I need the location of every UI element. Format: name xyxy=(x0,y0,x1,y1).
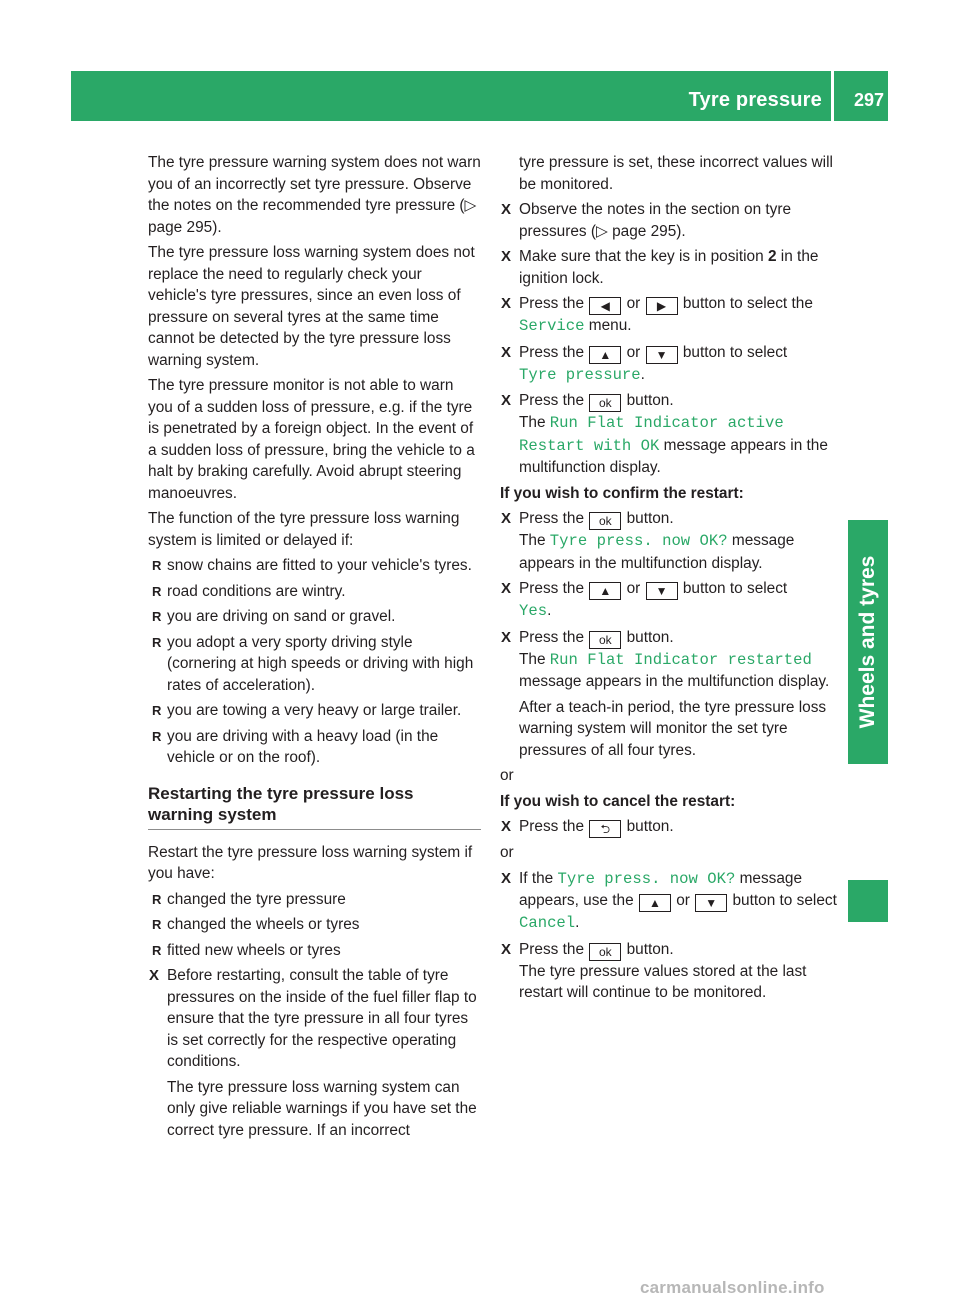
ok-key-icon: ok xyxy=(589,394,621,412)
list-item: R you are driving with a heavy load (in the vehicle or on the roof). xyxy=(152,727,439,766)
bullet-mark: R xyxy=(152,634,162,650)
paragraph: tyre pressure is set, these incorrect values will be monitored. xyxy=(519,154,833,193)
page-number: 297 xyxy=(853,90,884,110)
list-item: R changed the tyre pressure xyxy=(148,889,481,911)
connector-text: or xyxy=(500,844,514,861)
instruction-step: X Press the ok button. The Tyre press. now OK? message appears in the multifunction display. xyxy=(501,510,795,572)
header-separator xyxy=(831,71,834,121)
bullet-mark: R xyxy=(152,703,162,718)
list-item: R snow chains are fitted to your vehicle's tyres. xyxy=(148,555,481,577)
bullet-mark: R xyxy=(152,891,162,907)
header-title: Tyre pressure xyxy=(688,89,822,111)
list-item: R fitted new wheels or tyres xyxy=(148,940,481,962)
subheading: If you wish to cancel the restart: xyxy=(500,792,736,810)
step-arrow-icon: X xyxy=(501,201,512,218)
display-text: Run Flat Indicator restarted xyxy=(549,650,812,669)
instruction-step: X Before restarting, consult the table of tyre pressures on the inside of the fuel filler flap to ensure that the tyre pressure in all four tyres is set correctly for the respective operating conditions. The tyre pressure loss warning system can only give reliable warnings if you have set the correct tyre pressure. If an incorrect xyxy=(149,967,477,1139)
up-arrow-key-icon: ▲ xyxy=(589,346,621,364)
up-arrow-key-icon: ▲ xyxy=(639,894,671,912)
list-item: R you are driving on sand or gravel. xyxy=(148,606,481,628)
bullet-mark: R xyxy=(152,917,162,932)
list-item: R you are towing a very heavy or large trailer. xyxy=(148,700,481,722)
down-arrow-key-icon: ▼ xyxy=(646,582,678,600)
paragraph: The tyre pressure warning system does not warn you of an incorrectly set tyre pressure. Observe the notes on the recommended tyre pressure (▷ page 295). xyxy=(148,154,481,236)
list-item: R you adopt a very sporty driving style (cornering at high speeds or driving with high rates of acceleration). xyxy=(152,633,474,694)
bullet-mark: R xyxy=(152,728,162,744)
section-heading: Restarting the tyre pressure loss warning system xyxy=(148,783,481,830)
step-arrow-icon: X xyxy=(501,580,512,597)
ok-key-icon: ok xyxy=(589,512,621,530)
down-arrow-key-icon: ▼ xyxy=(646,346,678,364)
right-column xyxy=(500,152,838,1008)
step-arrow-icon: X xyxy=(501,869,512,887)
instruction-step: X Make sure that the key is in position 2 in the ignition lock. xyxy=(501,248,819,287)
bullet-mark: R xyxy=(152,942,162,958)
instruction-step: X Press the ⮌ button. xyxy=(501,818,674,836)
subheading: If you wish to confirm the restart: xyxy=(500,484,744,502)
back-key-icon: ⮌ xyxy=(589,820,621,838)
step-arrow-icon: X xyxy=(501,818,512,835)
display-text: Yes xyxy=(519,602,548,620)
paragraph: The tyre pressure loss warning system does not replace the need to regularly check your vehicle's tyre pressures, since an even loss of pressure on several tyres at the same time cannot be detected by the tyre pressure loss warning system. xyxy=(148,244,475,369)
paragraph: The function of the tyre pressure loss warning system is limited or delayed if: xyxy=(148,510,460,549)
connector-text: or xyxy=(500,767,514,784)
up-arrow-key-icon: ▲ xyxy=(589,582,621,600)
list-item: R road conditions are wintry. xyxy=(148,581,481,603)
display-text: Tyre press. now OK? xyxy=(549,532,728,550)
down-arrow-key-icon: ▼ xyxy=(695,894,727,912)
display-text: Run Flat Indicator active xyxy=(549,414,784,432)
step-arrow-icon: X xyxy=(501,940,512,958)
list-item: R changed the wheels or tyres xyxy=(148,914,481,936)
display-text: Tyre pressure xyxy=(519,365,641,384)
step-arrow-icon: X xyxy=(501,628,512,646)
section-tab xyxy=(848,520,888,764)
ok-key-icon: ok xyxy=(589,631,621,649)
instruction-step: X Press the ok button. The tyre pressure values stored at the last restart will continue to be monitored. xyxy=(501,940,807,1001)
bullet-mark: R xyxy=(152,583,162,599)
step-arrow-icon: X xyxy=(501,343,512,361)
right-arrow-key-icon: ▶ xyxy=(646,297,678,315)
step-arrow-icon: X xyxy=(501,510,512,527)
instruction-step: X Press the ▲ or ▼ button to select Yes. xyxy=(501,580,788,620)
step-arrow-icon: X xyxy=(501,295,512,312)
display-text: Restart with OK xyxy=(519,436,660,455)
left-arrow-key-icon: ◀ xyxy=(589,297,621,315)
instruction-step: X Press the ok button. The Run Flat Indicator restarted message appears in the multifunction display. After a teach-in period, the tyre pressure loss warning system will monitor the set tyre pressures of all four tyres. xyxy=(501,628,830,759)
paragraph: Restart the tyre pressure loss warning system if you have: xyxy=(148,843,473,882)
step-arrow-icon: X xyxy=(149,967,160,984)
page-header xyxy=(71,71,888,121)
display-text: Tyre press. now OK? xyxy=(557,869,736,888)
side-marker xyxy=(848,880,888,922)
bullet-mark: R xyxy=(152,558,162,573)
bullet-mark: R xyxy=(152,609,162,624)
instruction-step: X If the Tyre press. now OK? message appears, use the ▲ or ▼ button to select Cancel. xyxy=(501,869,837,932)
watermark: carmanualsonline.info xyxy=(640,1278,825,1297)
left-column xyxy=(148,152,481,1145)
step-arrow-icon: X xyxy=(501,392,512,409)
display-text: Service xyxy=(519,317,585,335)
step-arrow-icon: X xyxy=(501,248,512,265)
instruction-step: X Press the ▲ or ▼ button to select Tyre pressure. xyxy=(501,343,788,384)
instruction-step: X Observe the notes in the section on tyre pressures (▷ page 295). xyxy=(501,201,792,240)
instruction-step: X Press the ◀ or ▶ button to select the Service menu. xyxy=(501,295,813,335)
paragraph: The tyre pressure monitor is not able to warn you of a sudden loss of pressure, e.g. if the tyre is penetrated by a foreign object. In the event of a sudden loss of pressure, bring the vehicle to a halt by braking carefully. Avoid abrupt steering manoeuvres. xyxy=(148,377,475,502)
display-text: Cancel xyxy=(519,914,576,932)
section-tab-label: Wheels and tyres xyxy=(856,555,879,729)
ok-key-icon: ok xyxy=(589,943,621,961)
instruction-step: X Press the ok button. The Run Flat Indicator active Restart with OK message appears in the multifunction display. xyxy=(501,392,828,476)
